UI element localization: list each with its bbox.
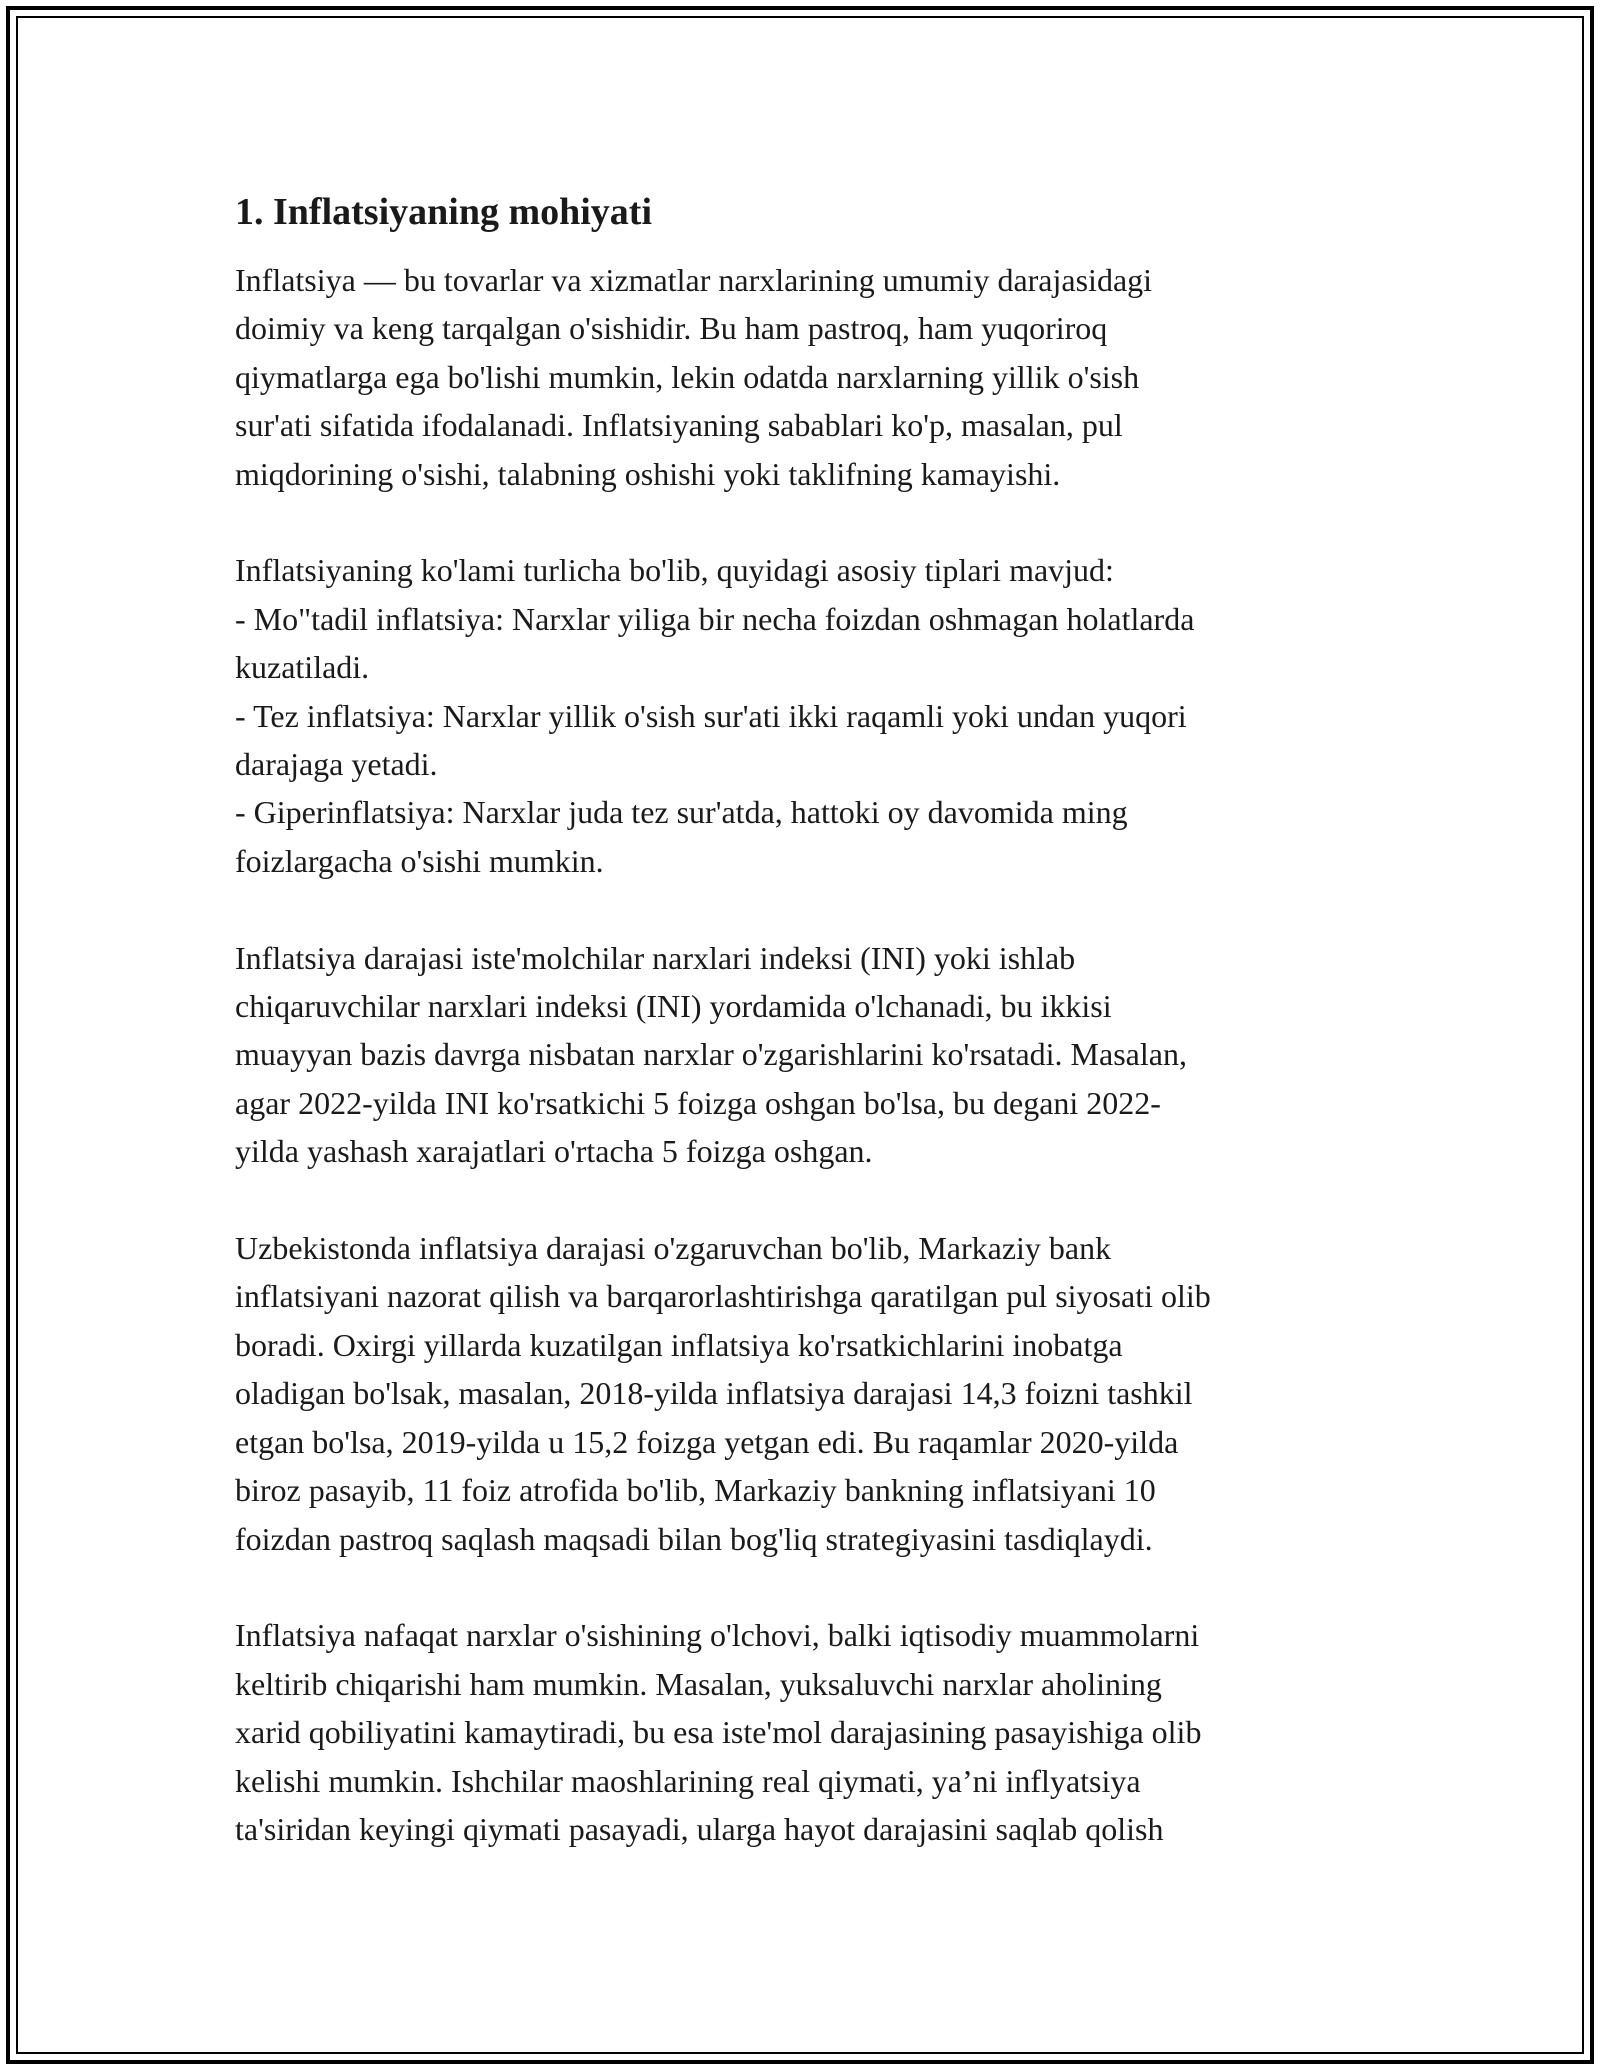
paragraph-definition: Inflatsiya — bu tovarlar va xizmatlar narxlarining umumiy darajasidagi doimiy va keng tarqalgan o'sishidir. Bu ham pastroq, ham yuqoriroq qiymatlarga ega bo'lishi mumkin, lekin odatda narxlarning yillik o'sish sur'ati sifatida ifodalanadi. Inflatsiyaning sabablari ko'p, masalan, pul miqdorining o'sishi, talabning oshishi yoki taklifning kamayishi.: [235, 262, 1153, 492]
paragraph-consequences: Inflatsiya nafaqat narxlar o'sishining o'lchovi, balki iqtisodiy muammolarni keltirib chiqarishi ham mumkin. Masalan, yuksaluvchi narxlar aholining xarid qobiliyatini kamaytiradi, bu esa iste'mol darajasining pasayishiga olib kelishi mumkin. Ishchilar maoshlarining real qiymati, ya’ni inflyatsiya ta'siridan keyingi qiymati pasayadi, ularga hayot darajasini saqlab qolish: [235, 1617, 1202, 1847]
section-title: 1. Inflatsiyaning mohiyati: [235, 191, 653, 233]
paragraph-measurement: Inflatsiya darajasi iste'molchilar narxlari indeksi (INI) yoki ishlab chiqaruvchilar narxlari indeksi (INI) yordamida o'lchanadi, bu ikkisi muayyan bazis davrga nisbatan narxlar o'zgarishlarini ko'rsatadi. Masalan, agar 2022-yilda INI ko'rsatkichi 5 foizga oshgan bo'lsa, bu degani 2022- yilda yashash xarajatlari o'rtacha 5 foizga oshgan.: [235, 939, 1187, 1170]
paragraph-uzbekistan: Uzbekistonda inflatsiya darajasi o'zgaruvchan bo'lib, Markaziy bank inflatsiyani nazorat qilish va barqarorlashtirishga qaratilgan pul siyosati olib boradi. Oxirgi yillarda kuzatilgan inflatsiya ko'rsatkichlarini inobatga oladigan bo'lsak, masalan, 2018-yilda inflatsiya darajasi 14,3 foizni tashkil etgan bo'lsa, 2019-yilda u 15,2 foizga yetgan edi. Bu raqamlar 2020-yilda biroz pasayib, 11 foiz atrofida bo'lib, Markaziy bankning inflatsiyani 10 foizdan pastroq saqlash maqsadi bilan bog'liq strategiyasini tasdiqlaydi.: [235, 1230, 1211, 1557]
document-body: [235, 186, 1365, 1853]
paragraph-types: Inflatsiyaning ko'lami turlicha bo'lib, quyidagi asosiy tiplari mavjud: - Mo"tadil inflatsiya: Narxlar yiliga bir necha foizdan oshmagan holatlarda kuzatiladi. - Tez inflatsiya: Narxlar yillik o'sish sur'ati ikki raqamli yoki undan yuqori darajaga yetadi. - Giperinflatsiya: Narxlar juda tez sur'atda, hattoki oy davomida ming foizlargacha o'sishi mumkin.: [235, 552, 1195, 879]
